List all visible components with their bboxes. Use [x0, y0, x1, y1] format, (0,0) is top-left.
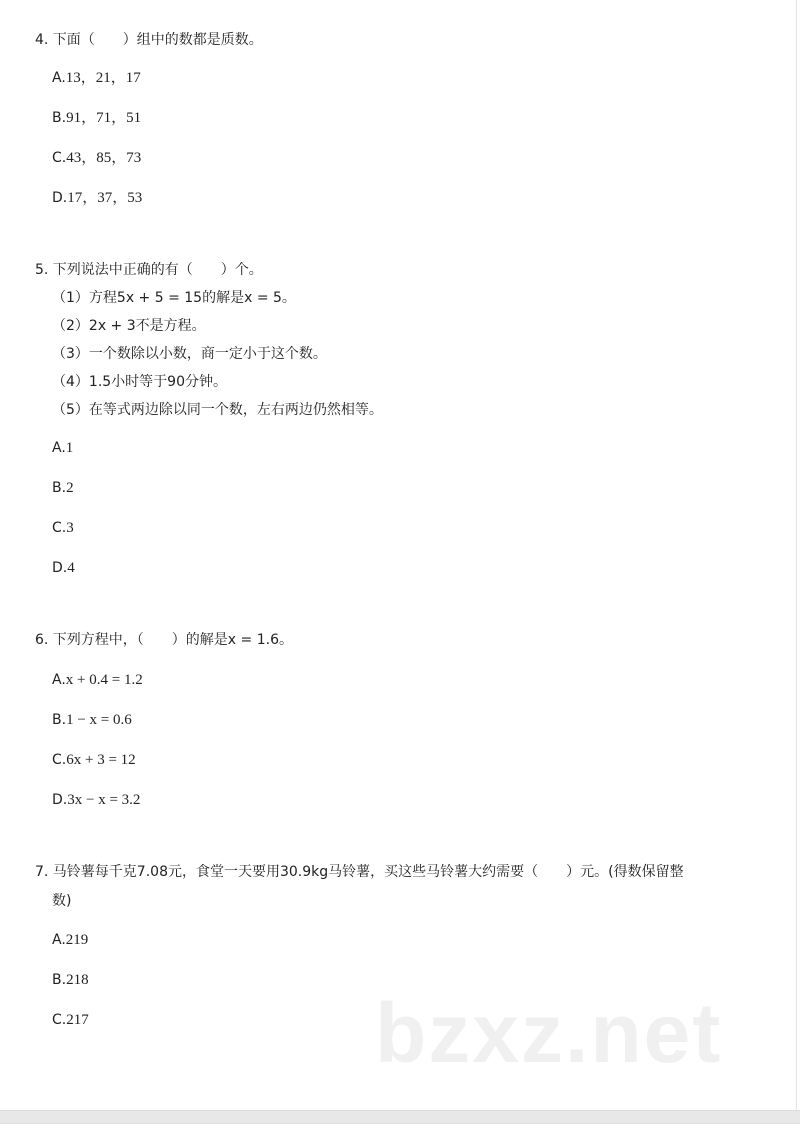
option-a[interactable] [52, 670, 143, 690]
option-letter: C. [52, 520, 67, 536]
option-letter: C. [52, 752, 67, 768]
option-text: 91，71，51 [66, 110, 142, 126]
option-text: 2 [66, 480, 74, 496]
option-text: 17，37，53 [67, 190, 143, 206]
question-4-stem: 4. 下面（ ）组中的数都是质数。 [35, 32, 263, 48]
option-text: 219 [65, 932, 89, 948]
option-letter: B. [52, 972, 67, 988]
option-d[interactable] [52, 790, 140, 810]
option-a[interactable] [52, 930, 88, 950]
statement-3: （3）一个数除以小数，商一定小于这个数。 [52, 346, 327, 362]
question-6-stem: 6. 下列方程中，（ ）的解是x = 1.6。 [35, 632, 293, 648]
option-a[interactable] [52, 68, 141, 88]
option-letter: D. [52, 792, 68, 808]
option-a[interactable] [52, 438, 73, 458]
statement-1: （1）方程5x + 5 = 15的解是x = 5。 [52, 290, 296, 306]
option-letter: B. [52, 480, 67, 496]
option-letter: D. [52, 560, 68, 576]
watermark: bzxz.net [375, 986, 723, 1080]
option-letter: C. [52, 1012, 67, 1028]
option-letter: A. [52, 672, 66, 688]
option-c[interactable] [52, 1010, 89, 1030]
option-text: 13，21，17 [65, 70, 141, 86]
option-letter: D. [52, 190, 68, 206]
option-text: 3x − x = 3.2 [67, 792, 141, 808]
statement-2: （2）2x + 3不是方程。 [52, 318, 206, 334]
option-text: 43，85，73 [66, 150, 142, 166]
question-7-stem: 7. 马铃薯每千克7.08元，食堂一天要用30.9kg马铃薯，买这些马铃薯大约需要（ ）元。(得数保留整 [35, 864, 684, 880]
option-text: 3 [66, 520, 74, 536]
statement-5: （5）在等式两边除以同一个数，左右两边仍然相等。 [52, 402, 383, 418]
option-text: 6x + 3 = 12 [66, 752, 136, 768]
option-b[interactable] [52, 710, 132, 730]
option-letter: A. [52, 70, 66, 86]
statement-4: （4）1.5小时等于90分钟。 [52, 374, 227, 390]
option-text: 218 [66, 972, 89, 988]
page-separator [0, 1110, 800, 1124]
option-c[interactable] [52, 148, 141, 168]
option-c[interactable] [52, 750, 136, 770]
option-b[interactable] [52, 478, 74, 498]
option-text: x + 0.4 = 1.2 [65, 672, 143, 688]
option-b[interactable] [52, 970, 89, 990]
option-letter: C. [52, 150, 67, 166]
option-text: 217 [66, 1012, 89, 1028]
option-letter: B. [52, 712, 67, 728]
option-d[interactable] [52, 188, 142, 208]
option-text: 1 [65, 440, 74, 456]
option-d[interactable] [52, 558, 75, 578]
option-letter: A. [52, 440, 66, 456]
option-text: 1 − x = 0.6 [66, 712, 132, 728]
option-b[interactable] [52, 108, 141, 128]
option-letter: A. [52, 932, 66, 948]
option-letter: B. [52, 110, 67, 126]
option-c[interactable] [52, 518, 74, 538]
question-7-stem-continued: 数) [52, 893, 72, 909]
question-5-stem: 5. 下列说法中正确的有（ ）个。 [35, 262, 263, 278]
option-text: 4 [67, 560, 75, 576]
